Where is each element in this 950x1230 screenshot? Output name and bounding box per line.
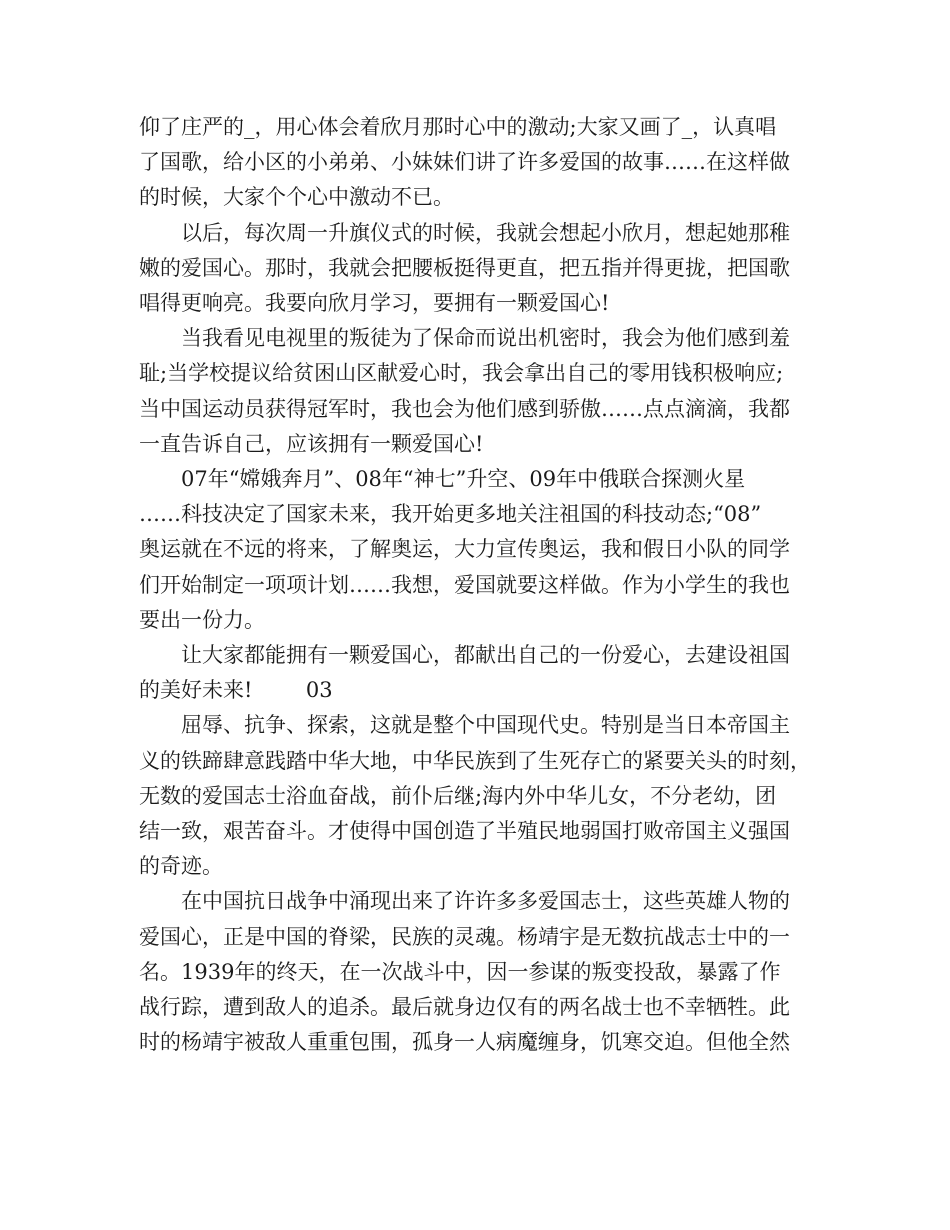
text-line: 了国歌，给小区的小弟弟、小妹妹们讲了许多爱国的故事……在这样做	[139, 150, 790, 175]
paragraph	[139, 462, 829, 638]
paragraph	[139, 110, 829, 216]
text-line: 让大家都能拥有一颗爱国心，都献出自己的一份爱心，去建设祖国	[181, 643, 790, 668]
text-line: ……科技决定了国家未来，我开始更多地关注祖国的科技动态;“08”	[139, 502, 762, 527]
text-line: 当中国运动员获得冠军时，我也会为他们感到骄傲……点点滴滴，我都	[139, 396, 790, 421]
text-line: 奥运就在不远的将来，了解奥运，大力宣传奥运，我和假日小队的同学	[139, 537, 790, 562]
text-line: 在中国抗日战争中涌现出来了许许多多爱国志士，这些英雄人物的	[181, 889, 790, 914]
paragraph	[139, 321, 829, 462]
text-line: 义的铁蹄肆意践踏中华大地，中华民族到了生死存亡的紧要关头的时刻，	[139, 748, 811, 773]
paragraph	[139, 216, 829, 322]
text-line: 一直告诉自己，应该拥有一颗爱国心!	[139, 431, 484, 456]
text-line: 们开始制定一项项计划……我想，爱国就要这样做。作为小学生的我也	[139, 572, 790, 597]
text-line: 07年“嫦娥奔月”、08年“神七”升空、09年中俄联合探测火星	[181, 467, 746, 492]
text-line: 战行踪，遭到敌人的追杀。最后就身边仅有的两名战士也不幸牺牲。此	[139, 995, 790, 1020]
text-line: 唱得更响亮。我要向欣月学习，要拥有一颗爱国心!	[139, 291, 610, 316]
body-text	[139, 110, 829, 1060]
paragraph	[139, 638, 829, 708]
text-line: 耻;当学校提议给贫困山区献爱心时，我会拿出自己的零用钱积极响应;	[139, 361, 784, 386]
text-line: 无数的爱国志士浴血奋战，前仆后继;海内外中华儿女，不分老幼，团	[139, 783, 777, 808]
text-line: 当我看见电视里的叛徒为了保命而说出机密时，我会为他们感到羞	[181, 326, 790, 351]
text-line: 仰了庄严的_，用心体会着欣月那时心中的激动;大家又画了_，认真唱	[139, 115, 777, 139]
paragraph	[139, 884, 829, 1060]
text-line: 屈辱、抗争、探索，这就是整个中国现代史。特别是当日本帝国主	[181, 713, 790, 738]
text-line: 名。1939年的终天，在一次战斗中，因一参谋的叛变投敌，暴露了作	[139, 959, 781, 984]
text-line: 的时候，大家个个心中激动不已。	[139, 185, 454, 210]
text-line: 结一致，艰苦奋斗。才使得中国创造了半殖民地弱国打败帝国主义强国	[139, 819, 790, 844]
text-line: 要出一份力。	[139, 607, 265, 632]
text-line: 的奇迹。	[139, 854, 223, 879]
text-line: 嫩的爱国心。那时，我就会把腰板挺得更直，把五指并得更拢，把国歌	[139, 255, 790, 280]
text-line: 爱国心，正是中国的脊梁，民族的灵魂。杨靖宇是无数抗战志士中的一	[139, 924, 790, 949]
text-line: 时的杨靖宇被敌人重重包围，孤身一人病魔缠身，饥寒交迫。但他全然	[139, 1030, 790, 1055]
paragraph	[139, 708, 829, 884]
text-line: 以后，每次周一升旗仪式的时候，我就会想起小欣月，想起她那稚	[181, 220, 790, 245]
text-line: 的美好未来! 03	[139, 678, 333, 703]
